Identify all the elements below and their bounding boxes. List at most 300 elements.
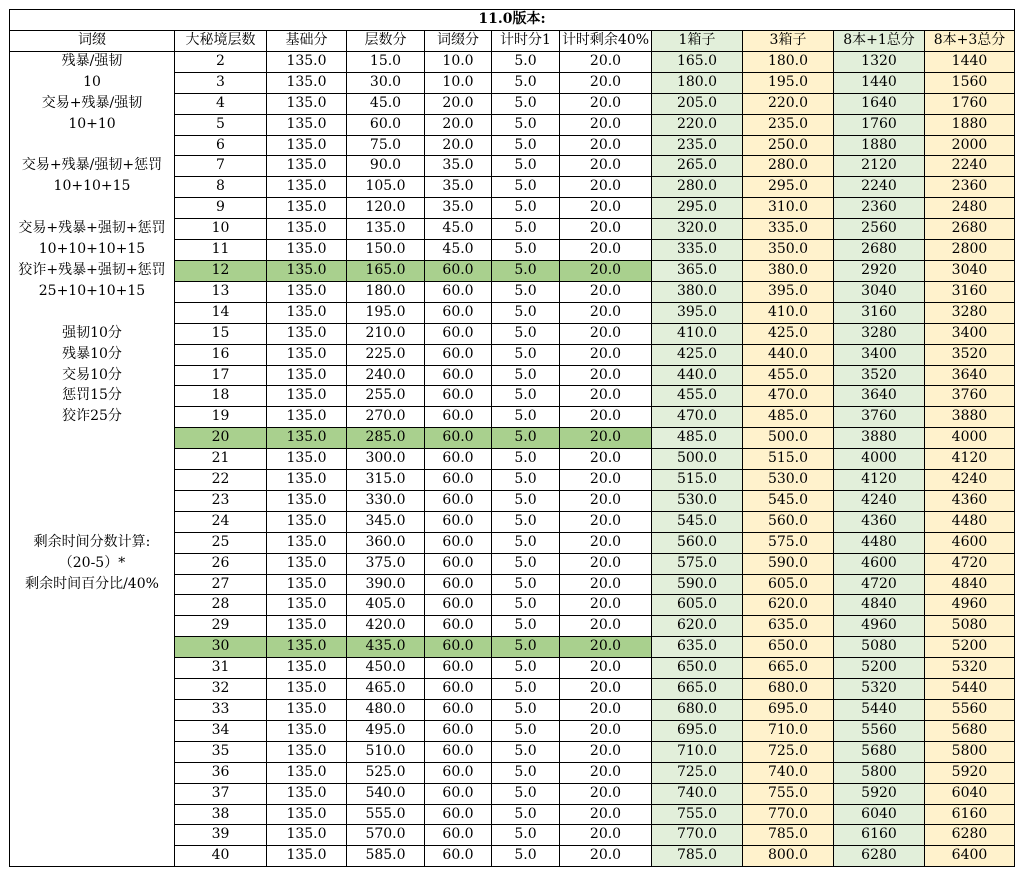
- level-score-cell: 510.0: [347, 741, 425, 762]
- box1-score-cell: 500.0: [652, 449, 743, 470]
- base-score-cell: 135.0: [267, 198, 347, 219]
- timer-remaining-cell: 20.0: [560, 72, 652, 93]
- affix-score-cell: 45.0: [425, 240, 492, 261]
- affix-label-cell: [10, 616, 175, 637]
- table-row: [10, 407, 1015, 428]
- table-row: [10, 741, 1015, 762]
- level-cell: 8: [175, 177, 267, 198]
- total-8plus1-cell: 4720: [834, 574, 925, 595]
- box3-score-cell: 575.0: [743, 532, 834, 553]
- affix-label-cell: 强韧10分: [10, 323, 175, 344]
- header-total-8plus3: 8本+3总分: [925, 31, 1015, 52]
- level-cell: 28: [175, 595, 267, 616]
- level-score-cell: 240.0: [347, 365, 425, 386]
- base-score-cell: 135.0: [267, 260, 347, 281]
- timer-score-cell: 5.0: [492, 532, 560, 553]
- timer-score-cell: 5.0: [492, 323, 560, 344]
- level-score-cell: 405.0: [347, 595, 425, 616]
- base-score-cell: 135.0: [267, 302, 347, 323]
- level-cell: 31: [175, 658, 267, 679]
- timer-remaining-cell: 20.0: [560, 114, 652, 135]
- table-row: [10, 595, 1015, 616]
- header-level: 大秘境层数: [175, 31, 267, 52]
- box3-score-cell: 665.0: [743, 658, 834, 679]
- level-cell: 26: [175, 553, 267, 574]
- level-cell: 32: [175, 679, 267, 700]
- box3-score-cell: 250.0: [743, 135, 834, 156]
- base-score-cell: 135.0: [267, 616, 347, 637]
- timer-remaining-cell: 20.0: [560, 93, 652, 114]
- timer-remaining-cell: 20.0: [560, 595, 652, 616]
- level-score-cell: 540.0: [347, 783, 425, 804]
- box1-score-cell: 425.0: [652, 344, 743, 365]
- table-row: [10, 679, 1015, 700]
- total-8plus3-cell: 2240: [925, 156, 1015, 177]
- affix-score-cell: 60.0: [425, 532, 492, 553]
- affix-score-cell: 60.0: [425, 428, 492, 449]
- box3-score-cell: 455.0: [743, 365, 834, 386]
- box1-score-cell: 485.0: [652, 428, 743, 449]
- level-score-cell: 495.0: [347, 720, 425, 741]
- table-row: [10, 616, 1015, 637]
- box3-score-cell: 280.0: [743, 156, 834, 177]
- affix-label-cell: 惩罚15分: [10, 386, 175, 407]
- base-score-cell: 135.0: [267, 846, 347, 867]
- level-score-cell: 585.0: [347, 846, 425, 867]
- timer-score-cell: 5.0: [492, 511, 560, 532]
- level-score-cell: 360.0: [347, 532, 425, 553]
- affix-label-cell: [10, 720, 175, 741]
- box1-score-cell: 235.0: [652, 135, 743, 156]
- total-8plus1-cell: 2920: [834, 260, 925, 281]
- level-cell: 21: [175, 449, 267, 470]
- table-row: [10, 135, 1015, 156]
- timer-score-cell: 5.0: [492, 51, 560, 72]
- level-score-cell: 255.0: [347, 386, 425, 407]
- affix-score-cell: 60.0: [425, 846, 492, 867]
- box1-score-cell: 395.0: [652, 302, 743, 323]
- base-score-cell: 135.0: [267, 511, 347, 532]
- timer-score-cell: 5.0: [492, 302, 560, 323]
- level-score-cell: 135.0: [347, 219, 425, 240]
- total-8plus3-cell: 2800: [925, 240, 1015, 261]
- level-cell: 14: [175, 302, 267, 323]
- total-8plus3-cell: 6400: [925, 846, 1015, 867]
- timer-remaining-cell: 20.0: [560, 428, 652, 449]
- timer-score-cell: 5.0: [492, 344, 560, 365]
- affix-score-cell: 60.0: [425, 658, 492, 679]
- affix-label-cell: [10, 302, 175, 323]
- affix-label-cell: [10, 449, 175, 470]
- timer-score-cell: 5.0: [492, 679, 560, 700]
- box3-score-cell: 590.0: [743, 553, 834, 574]
- level-score-cell: 165.0: [347, 260, 425, 281]
- timer-remaining-cell: 20.0: [560, 449, 652, 470]
- affix-score-cell: 60.0: [425, 700, 492, 721]
- timer-remaining-cell: 20.0: [560, 783, 652, 804]
- box1-score-cell: 440.0: [652, 365, 743, 386]
- total-8plus3-cell: 6160: [925, 804, 1015, 825]
- total-8plus1-cell: 1640: [834, 93, 925, 114]
- timer-remaining-cell: 20.0: [560, 240, 652, 261]
- table-row: [10, 637, 1015, 658]
- timer-remaining-cell: 20.0: [560, 658, 652, 679]
- level-cell: 24: [175, 511, 267, 532]
- base-score-cell: 135.0: [267, 344, 347, 365]
- box3-score-cell: 440.0: [743, 344, 834, 365]
- timer-score-cell: 5.0: [492, 574, 560, 595]
- affix-label-cell: [10, 135, 175, 156]
- total-8plus1-cell: 5200: [834, 658, 925, 679]
- timer-score-cell: 5.0: [492, 407, 560, 428]
- timer-score-cell: 5.0: [492, 198, 560, 219]
- timer-score-cell: 5.0: [492, 595, 560, 616]
- table-row: [10, 490, 1015, 511]
- table-row: [10, 365, 1015, 386]
- affix-label-cell: 残暴/强韧: [10, 51, 175, 72]
- base-score-cell: 135.0: [267, 114, 347, 135]
- total-8plus1-cell: 4360: [834, 511, 925, 532]
- timer-remaining-cell: 20.0: [560, 219, 652, 240]
- affix-label-cell: [10, 741, 175, 762]
- level-cell: 40: [175, 846, 267, 867]
- box3-score-cell: 515.0: [743, 449, 834, 470]
- timer-remaining-cell: 20.0: [560, 637, 652, 658]
- total-8plus1-cell: 5800: [834, 762, 925, 783]
- title-row: [10, 10, 1015, 31]
- level-cell: 22: [175, 470, 267, 491]
- table-row: [10, 323, 1015, 344]
- total-8plus1-cell: 3040: [834, 281, 925, 302]
- affix-score-cell: 60.0: [425, 804, 492, 825]
- affix-label-cell: [10, 470, 175, 491]
- affix-label-cell: 交易+残暴/强韧+惩罚: [10, 156, 175, 177]
- table-row: [10, 783, 1015, 804]
- total-8plus1-cell: 1880: [834, 135, 925, 156]
- table-row: [10, 449, 1015, 470]
- affix-label-cell: 10: [10, 72, 175, 93]
- level-score-cell: 30.0: [347, 72, 425, 93]
- timer-remaining-cell: 20.0: [560, 846, 652, 867]
- box3-score-cell: 620.0: [743, 595, 834, 616]
- total-8plus3-cell: 1440: [925, 51, 1015, 72]
- box3-score-cell: 395.0: [743, 281, 834, 302]
- affix-score-cell: 60.0: [425, 449, 492, 470]
- level-cell: 11: [175, 240, 267, 261]
- base-score-cell: 135.0: [267, 93, 347, 114]
- total-8plus3-cell: 5680: [925, 720, 1015, 741]
- box3-score-cell: 725.0: [743, 741, 834, 762]
- affix-label-cell: [10, 804, 175, 825]
- affix-label-cell: 剩余时间百分比/40%: [10, 574, 175, 595]
- timer-remaining-cell: 20.0: [560, 700, 652, 721]
- base-score-cell: 135.0: [267, 156, 347, 177]
- total-8plus1-cell: 4600: [834, 553, 925, 574]
- box3-score-cell: 195.0: [743, 72, 834, 93]
- box1-score-cell: 220.0: [652, 114, 743, 135]
- base-score-cell: 135.0: [267, 470, 347, 491]
- total-8plus3-cell: 4720: [925, 553, 1015, 574]
- level-cell: 38: [175, 804, 267, 825]
- box1-score-cell: 410.0: [652, 323, 743, 344]
- total-8plus3-cell: 5440: [925, 679, 1015, 700]
- box1-score-cell: 740.0: [652, 783, 743, 804]
- table-row: [10, 700, 1015, 721]
- level-score-cell: 210.0: [347, 323, 425, 344]
- box3-score-cell: 635.0: [743, 616, 834, 637]
- box1-score-cell: 530.0: [652, 490, 743, 511]
- table-row: [10, 260, 1015, 281]
- affix-score-cell: 35.0: [425, 177, 492, 198]
- total-8plus1-cell: 4000: [834, 449, 925, 470]
- box3-score-cell: 350.0: [743, 240, 834, 261]
- total-8plus1-cell: 3760: [834, 407, 925, 428]
- base-score-cell: 135.0: [267, 323, 347, 344]
- total-8plus1-cell: 5320: [834, 679, 925, 700]
- timer-score-cell: 5.0: [492, 616, 560, 637]
- header-level-score: 层数分: [347, 31, 425, 52]
- level-score-cell: 285.0: [347, 428, 425, 449]
- total-8plus3-cell: 6280: [925, 825, 1015, 846]
- affix-score-cell: 60.0: [425, 302, 492, 323]
- timer-score-cell: 5.0: [492, 783, 560, 804]
- level-score-cell: 90.0: [347, 156, 425, 177]
- affix-label-cell: 25+10+10+15: [10, 281, 175, 302]
- base-score-cell: 135.0: [267, 428, 347, 449]
- timer-remaining-cell: 20.0: [560, 135, 652, 156]
- table-row: [10, 219, 1015, 240]
- base-score-cell: 135.0: [267, 741, 347, 762]
- base-score-cell: 135.0: [267, 720, 347, 741]
- box1-score-cell: 575.0: [652, 553, 743, 574]
- header-affix: 词缀: [10, 31, 175, 52]
- total-8plus1-cell: 6280: [834, 846, 925, 867]
- level-score-cell: 195.0: [347, 302, 425, 323]
- level-cell: 33: [175, 700, 267, 721]
- total-8plus1-cell: 2680: [834, 240, 925, 261]
- affix-score-cell: 60.0: [425, 386, 492, 407]
- level-score-cell: 450.0: [347, 658, 425, 679]
- affix-score-cell: 60.0: [425, 741, 492, 762]
- level-cell: 34: [175, 720, 267, 741]
- box3-score-cell: 650.0: [743, 637, 834, 658]
- table-row: [10, 574, 1015, 595]
- level-cell: 17: [175, 365, 267, 386]
- box3-score-cell: 410.0: [743, 302, 834, 323]
- affix-label-cell: 交易+残暴/强韧: [10, 93, 175, 114]
- affix-label-cell: [10, 511, 175, 532]
- timer-score-cell: 5.0: [492, 177, 560, 198]
- timer-score-cell: 5.0: [492, 804, 560, 825]
- level-cell: 6: [175, 135, 267, 156]
- total-8plus3-cell: 5800: [925, 741, 1015, 762]
- timer-remaining-cell: 20.0: [560, 470, 652, 491]
- box3-score-cell: 470.0: [743, 386, 834, 407]
- table-row: [10, 386, 1015, 407]
- level-cell: 4: [175, 93, 267, 114]
- total-8plus1-cell: 6040: [834, 804, 925, 825]
- base-score-cell: 135.0: [267, 177, 347, 198]
- timer-score-cell: 5.0: [492, 720, 560, 741]
- box1-score-cell: 680.0: [652, 700, 743, 721]
- box3-score-cell: 310.0: [743, 198, 834, 219]
- base-score-cell: 135.0: [267, 825, 347, 846]
- base-score-cell: 135.0: [267, 637, 347, 658]
- base-score-cell: 135.0: [267, 365, 347, 386]
- box3-score-cell: 605.0: [743, 574, 834, 595]
- total-8plus1-cell: 5080: [834, 637, 925, 658]
- total-8plus1-cell: 2240: [834, 177, 925, 198]
- box3-score-cell: 235.0: [743, 114, 834, 135]
- total-8plus3-cell: 1760: [925, 93, 1015, 114]
- timer-score-cell: 5.0: [492, 449, 560, 470]
- table-title: 11.0版本:: [10, 10, 1015, 31]
- timer-score-cell: 5.0: [492, 93, 560, 114]
- total-8plus3-cell: 4480: [925, 511, 1015, 532]
- box1-score-cell: 725.0: [652, 762, 743, 783]
- box1-score-cell: 605.0: [652, 595, 743, 616]
- affix-score-cell: 60.0: [425, 574, 492, 595]
- table-row: [10, 804, 1015, 825]
- affix-score-cell: 60.0: [425, 679, 492, 700]
- affix-score-cell: 60.0: [425, 720, 492, 741]
- table-row: [10, 240, 1015, 261]
- timer-score-cell: 5.0: [492, 114, 560, 135]
- base-score-cell: 135.0: [267, 407, 347, 428]
- total-8plus3-cell: 3640: [925, 365, 1015, 386]
- affix-score-cell: 60.0: [425, 260, 492, 281]
- total-8plus1-cell: 6160: [834, 825, 925, 846]
- total-8plus3-cell: 3520: [925, 344, 1015, 365]
- timer-score-cell: 5.0: [492, 219, 560, 240]
- base-score-cell: 135.0: [267, 679, 347, 700]
- level-cell: 37: [175, 783, 267, 804]
- total-8plus3-cell: 5920: [925, 762, 1015, 783]
- level-cell: 10: [175, 219, 267, 240]
- level-cell: 36: [175, 762, 267, 783]
- total-8plus3-cell: 4840: [925, 574, 1015, 595]
- level-cell: 12: [175, 260, 267, 281]
- total-8plus1-cell: 3400: [834, 344, 925, 365]
- timer-remaining-cell: 20.0: [560, 720, 652, 741]
- header-box3: 3箱子: [743, 31, 834, 52]
- total-8plus3-cell: 4360: [925, 490, 1015, 511]
- box3-score-cell: 335.0: [743, 219, 834, 240]
- affix-label-cell: [10, 846, 175, 867]
- level-score-cell: 420.0: [347, 616, 425, 637]
- affix-score-cell: 60.0: [425, 511, 492, 532]
- table-body: [10, 51, 1015, 866]
- timer-remaining-cell: 20.0: [560, 532, 652, 553]
- total-8plus3-cell: 5560: [925, 700, 1015, 721]
- affix-score-cell: 60.0: [425, 365, 492, 386]
- table-row: [10, 720, 1015, 741]
- level-cell: 27: [175, 574, 267, 595]
- timer-score-cell: 5.0: [492, 700, 560, 721]
- box1-score-cell: 295.0: [652, 198, 743, 219]
- affix-score-cell: 60.0: [425, 595, 492, 616]
- level-score-cell: 375.0: [347, 553, 425, 574]
- timer-score-cell: 5.0: [492, 156, 560, 177]
- level-score-cell: 480.0: [347, 700, 425, 721]
- timer-remaining-cell: 20.0: [560, 177, 652, 198]
- affix-score-cell: 60.0: [425, 783, 492, 804]
- timer-remaining-cell: 20.0: [560, 198, 652, 219]
- level-score-cell: 570.0: [347, 825, 425, 846]
- total-8plus1-cell: 2120: [834, 156, 925, 177]
- level-score-cell: 105.0: [347, 177, 425, 198]
- affix-label-cell: 狡诈+残暴+强韧+惩罚: [10, 260, 175, 281]
- timer-score-cell: 5.0: [492, 637, 560, 658]
- box1-score-cell: 265.0: [652, 156, 743, 177]
- timer-score-cell: 5.0: [492, 365, 560, 386]
- level-score-cell: 45.0: [347, 93, 425, 114]
- header-timer-remaining: 计时剩余40%: [560, 31, 652, 52]
- box1-score-cell: 380.0: [652, 281, 743, 302]
- table-row: [10, 825, 1015, 846]
- total-8plus3-cell: 3400: [925, 323, 1015, 344]
- affix-label-cell: [10, 490, 175, 511]
- table-row: [10, 302, 1015, 323]
- affix-label-cell: 交易+残暴+强韧+惩罚: [10, 219, 175, 240]
- level-score-cell: 225.0: [347, 344, 425, 365]
- total-8plus3-cell: 4600: [925, 532, 1015, 553]
- affix-score-cell: 20.0: [425, 93, 492, 114]
- total-8plus3-cell: 2000: [925, 135, 1015, 156]
- affix-score-cell: 35.0: [425, 198, 492, 219]
- base-score-cell: 135.0: [267, 135, 347, 156]
- box1-score-cell: 280.0: [652, 177, 743, 198]
- total-8plus3-cell: 4120: [925, 449, 1015, 470]
- affix-label-cell: 10+10: [10, 114, 175, 135]
- timer-score-cell: 5.0: [492, 825, 560, 846]
- total-8plus1-cell: 5560: [834, 720, 925, 741]
- affix-label-cell: 狡诈25分: [10, 407, 175, 428]
- level-score-cell: 345.0: [347, 511, 425, 532]
- base-score-cell: 135.0: [267, 240, 347, 261]
- header-timer-score: 计时分1: [492, 31, 560, 52]
- level-score-cell: 465.0: [347, 679, 425, 700]
- box3-score-cell: 530.0: [743, 470, 834, 491]
- total-8plus3-cell: 3160: [925, 281, 1015, 302]
- total-8plus3-cell: 1560: [925, 72, 1015, 93]
- table-row: [10, 470, 1015, 491]
- total-8plus3-cell: 3760: [925, 386, 1015, 407]
- box1-score-cell: 635.0: [652, 637, 743, 658]
- level-cell: 16: [175, 344, 267, 365]
- affix-label-cell: 剩余时间分数计算:: [10, 532, 175, 553]
- timer-remaining-cell: 20.0: [560, 553, 652, 574]
- base-score-cell: 135.0: [267, 553, 347, 574]
- level-score-cell: 150.0: [347, 240, 425, 261]
- base-score-cell: 135.0: [267, 783, 347, 804]
- affix-score-cell: 60.0: [425, 323, 492, 344]
- affix-label-cell: [10, 825, 175, 846]
- box1-score-cell: 770.0: [652, 825, 743, 846]
- total-8plus1-cell: 3880: [834, 428, 925, 449]
- base-score-cell: 135.0: [267, 532, 347, 553]
- affix-label-cell: 10+10+15: [10, 177, 175, 198]
- box3-score-cell: 500.0: [743, 428, 834, 449]
- table-row: [10, 198, 1015, 219]
- box1-score-cell: 695.0: [652, 720, 743, 741]
- total-8plus1-cell: 5920: [834, 783, 925, 804]
- box1-score-cell: 545.0: [652, 511, 743, 532]
- affix-label-cell: [10, 595, 175, 616]
- timer-remaining-cell: 20.0: [560, 762, 652, 783]
- affix-score-cell: 60.0: [425, 470, 492, 491]
- header-base-score: 基础分: [267, 31, 347, 52]
